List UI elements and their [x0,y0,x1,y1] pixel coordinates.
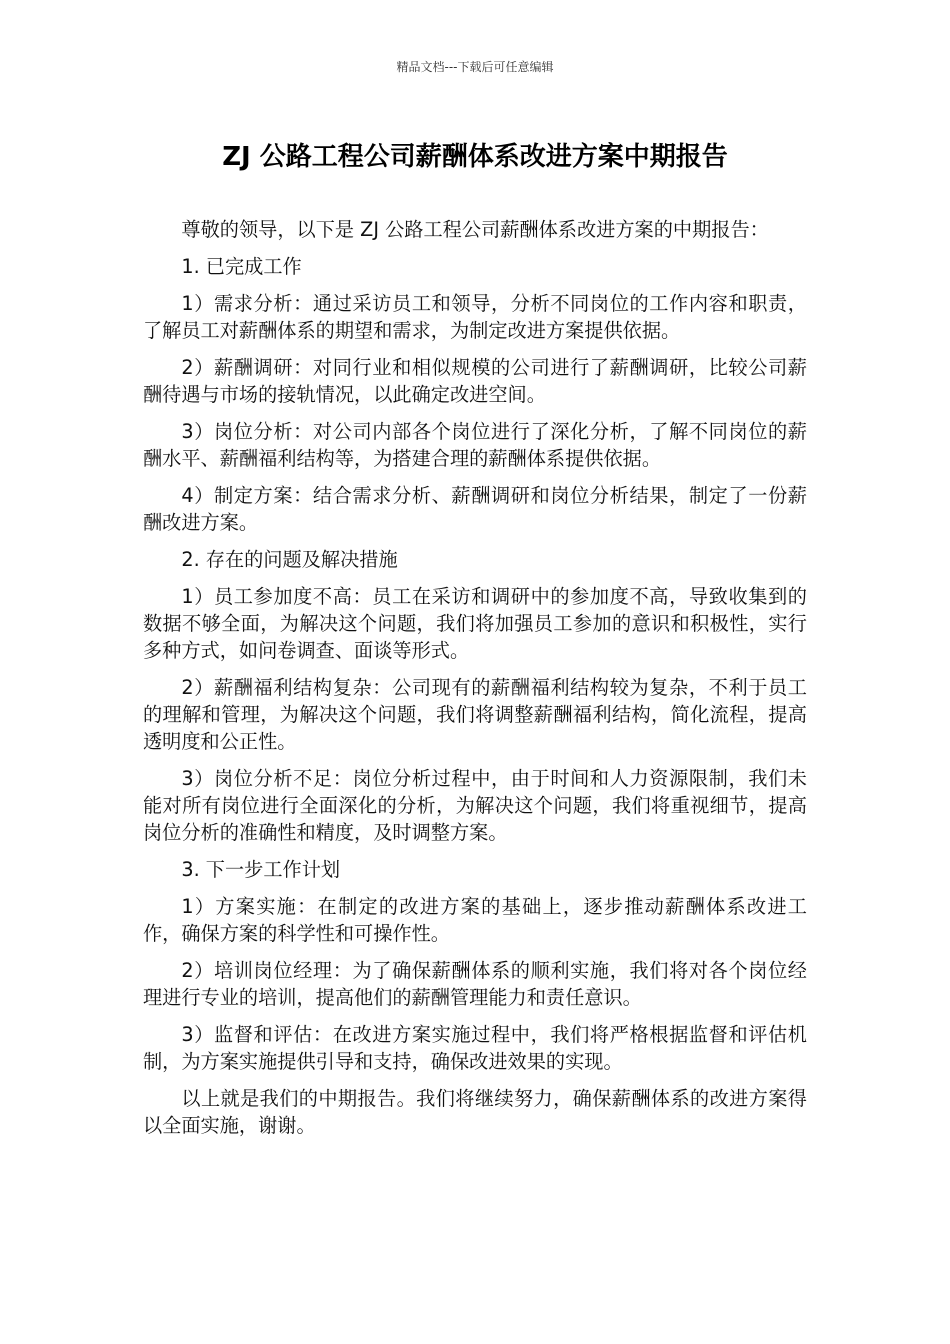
section-heading-completed-work: 1. 已完成工作 [181,255,302,278]
paragraph-closing: 以上就是我们的中期报告。我们将继续努力，确保薪酬体系的改进方案得以全面实施，谢谢。 [143,1087,807,1137]
document-title: ZJ 公路工程公司薪酬体系改进方案中期报告 [222,142,728,172]
paragraph-plan-formulation: 4）制定方案：结合需求分析、薪酬调研和岗位分析结果，制定了一份薪酬改进方案。 [143,484,807,534]
paragraph-problem-analysis-insufficient: 3）岗位分析不足：岗位分析过程中，由于时间和人力资源限制，我们未能对所有岗位进行全面深化的分析，为解决这个问题，我们将重视细节，提高岗位分析的准确性和精度，及时调整方案。 [143,767,807,844]
section-heading-problems: 2. 存在的问题及解决措施 [181,548,398,571]
paragraph-plan-implementation: 1）方案实施：在制定的改进方案的基础上，逐步推动薪酬体系改进工作，确保方案的科学性和可操作性。 [143,895,807,945]
paragraph-greeting: 尊敬的领导，以下是 ZJ 公路工程公司薪酬体系改进方案的中期报告： [181,218,769,241]
paragraph-manager-training: 2）培训岗位经理：为了确保薪酬体系的顺利实施，我们将对各个岗位经理进行专业的培训，提高他们的薪酬管理能力和责任意识。 [143,959,807,1009]
paragraph-problem-participation: 1）员工参加度不高：员工在采访和调研中的参加度不高，导致收集到的数据不够全面，为解决这个问题，我们将加强员工参加的意识和积极性，实行多种方式，如问卷调查、面谈等形式。 [143,585,807,662]
paragraph-problem-complex-structure: 2）薪酬福利结构复杂：公司现有的薪酬福利结构较为复杂，不利于员工的理解和管理，为解决这个问题，我们将调整薪酬福利结构，简化流程，提高透明度和公正性。 [143,676,807,753]
section-heading-next-steps: 3. 下一步工作计划 [181,858,341,881]
paragraph-needs-analysis: 1）需求分析：通过采访员工和领导，分析不同岗位的工作内容和职责，了解员工对薪酬体系的期望和需求，为制定改进方案提供依据。 [143,292,807,342]
document-body [143,216,807,1149]
header-note: 精品文档---下载后可任意编辑 [396,60,554,74]
paragraph-supervision-evaluation: 3）监督和评估：在改进方案实施过程中，我们将严格根据监督和评估机制，为方案实施提供引导和支持，确保改进效果的实现。 [143,1023,807,1073]
paragraph-salary-survey: 2）薪酬调研：对同行业和相似规模的公司进行了薪酬调研，比较公司薪酬待遇与市场的接轨情况，以此确定改进空间。 [143,356,807,406]
paragraph-position-analysis: 3）岗位分析：对公司内部各个岗位进行了深化分析，了解不同岗位的薪酬水平、薪酬福利结构等，为搭建合理的薪酬体系提供依据。 [143,420,807,470]
